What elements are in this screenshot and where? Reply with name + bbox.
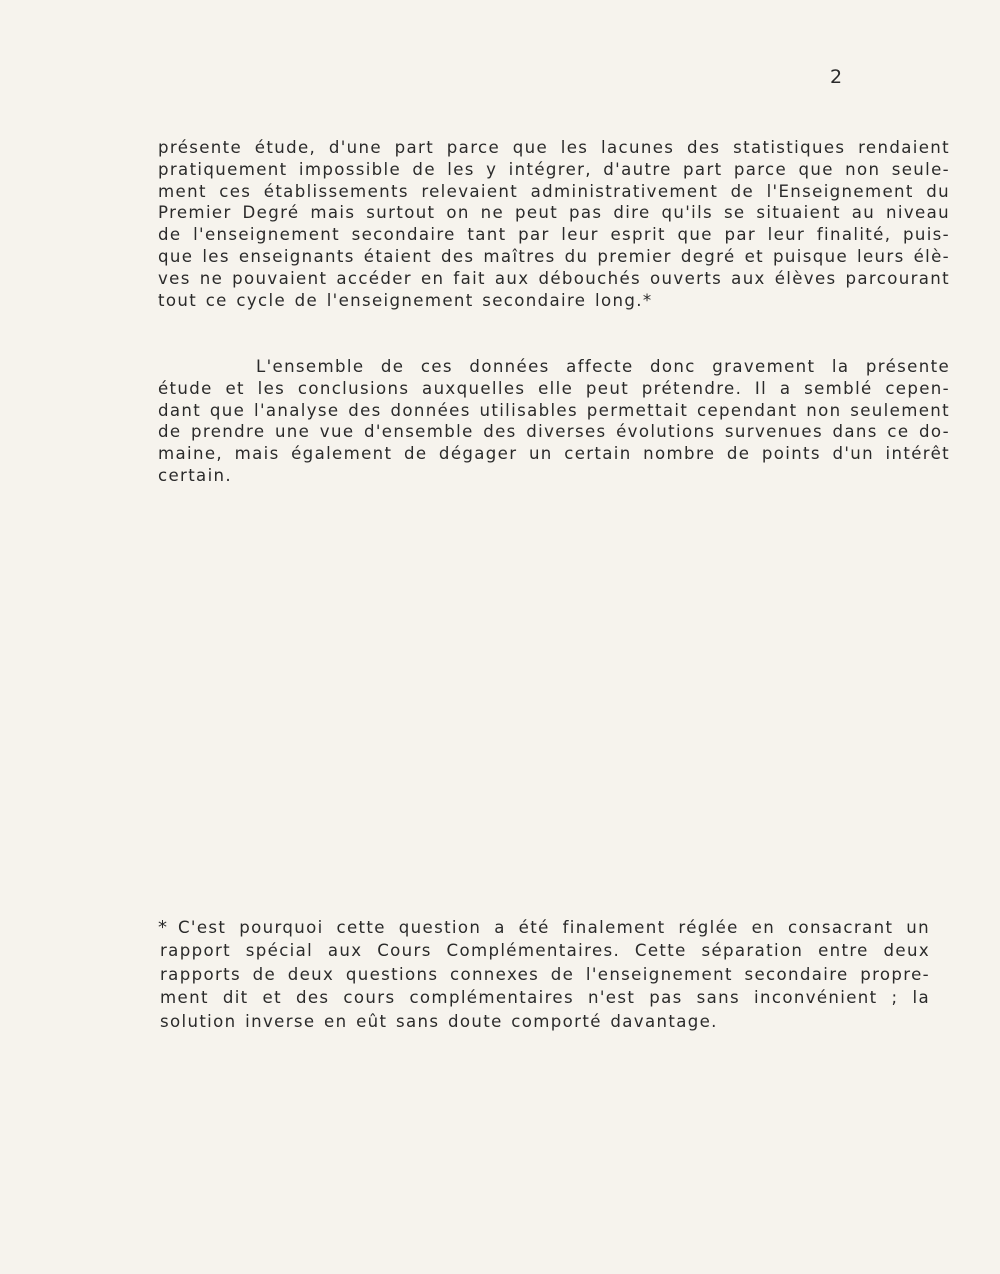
paragraph-1 xyxy=(158,137,950,311)
paragraph-1-line: pratiquement impossible de les y intégrer, d'autre part parce que non seule- xyxy=(158,159,950,179)
paragraph-1-line: ment ces établissements relevaient administrativement de l'Enseignement du xyxy=(158,181,950,201)
footnote-line: solution inverse en eût sans doute comporté davantage. xyxy=(160,1011,718,1031)
footnote-line: rapport spécial aux Cours Complémentaires. Cette séparation entre deux xyxy=(160,941,930,961)
paragraph-2-line: L'ensemble de ces données affecte donc gravement la présente xyxy=(256,357,950,376)
paragraph-1-line: que les enseignants étaient des maîtres du premier degré et puisque leurs élè- xyxy=(158,246,950,266)
paragraph-1-line: Premier Degré mais surtout on ne peut pas dire qu'ils se situaient au niveau xyxy=(158,203,950,223)
paragraph-2-line: dant que l'analyse des données utilisables permettait cependant non seulement xyxy=(158,400,950,420)
footnote xyxy=(160,916,930,1033)
footnote-line: ment dit et des cours complémentaires n'est pas sans inconvénient ; la xyxy=(160,988,930,1008)
page-number: 2 xyxy=(830,66,844,88)
paragraph-1-line: de l'enseignement secondaire tant par leur esprit que par leur finalité, puis- xyxy=(158,225,950,245)
paragraph-1-line: ves ne pouvaient accéder en fait aux débouchés ouverts aux élèves parcourant xyxy=(158,268,950,288)
paragraph-2-line: certain. xyxy=(158,465,233,485)
paragraph-2-line: maine, mais également de dégager un certain nombre de points d'un intérêt xyxy=(158,444,950,464)
footnote-line: rapports de deux questions connexes de l'enseignement secondaire propre- xyxy=(160,964,930,984)
paragraph-1-line: tout ce cycle de l'enseignement secondaire long.* xyxy=(158,290,653,310)
paragraph-2 xyxy=(158,356,950,487)
paragraph-1-line: présente étude, d'une part parce que les lacunes des statistiques rendaient xyxy=(158,138,950,157)
paragraph-2-line: de prendre une vue d'ensemble des diverses évolutions survenues dans ce do- xyxy=(158,422,950,442)
paragraph-2-line: étude et les conclusions auxquelles elle peut prétendre. Il a semblé cepen- xyxy=(158,378,950,398)
footnote-marker: * xyxy=(158,917,169,938)
footnote-line: C'est pourquoi cette question a été finalement réglée en consacrant un xyxy=(178,918,930,937)
